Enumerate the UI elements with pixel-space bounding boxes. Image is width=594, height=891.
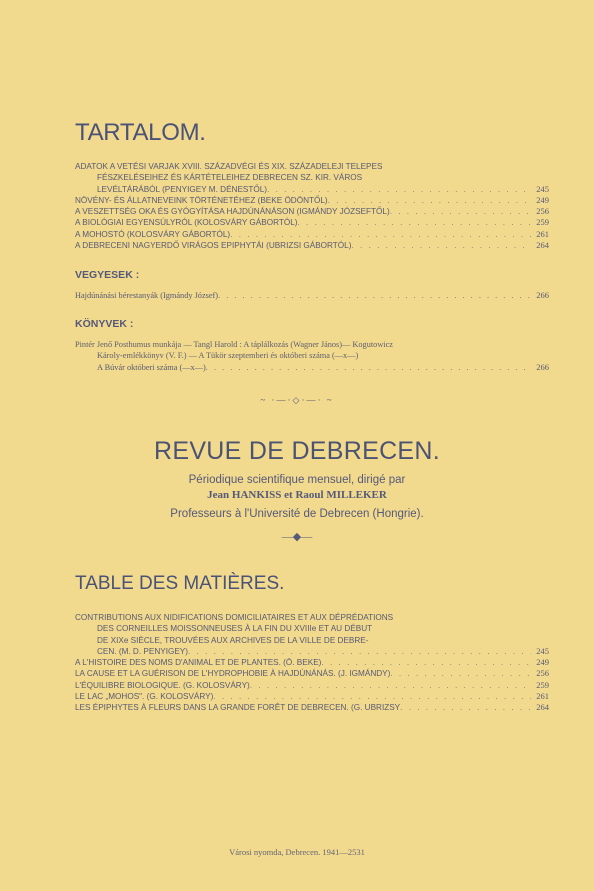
revue-editors: Jean HANKISS et Raoul MILLEKER	[207, 489, 387, 501]
toc-entry-line: NÖVÉNY- ÉS ÁLLATNEVEINK TÖRTÉNETÉHEZ (BEKE ÖDÖNTŐL)	[75, 195, 328, 205]
leader-dots	[267, 184, 531, 195]
toc-entry	[75, 290, 549, 301]
leader-dots	[321, 657, 531, 668]
toc-entry-line: A BIOLÓGIAI EGYENSÚLYRÓL (KOLOSVÁRY GÁBORTÓL)	[75, 218, 298, 228]
tartalom-list	[75, 161, 549, 251]
toc-entry	[75, 702, 549, 713]
table-list	[75, 612, 549, 714]
toc-entry	[75, 195, 549, 206]
toc-entry-line: ADATOK A VETÉSI VARJAK XVIII. SZÁZADVÉGI ÉS XIX. SZÁZADELEJI TELEPES	[75, 162, 383, 171]
tartalom-heading: TARTALOM.	[75, 119, 206, 146]
vegyesek-list	[75, 290, 549, 301]
toc-entry-line: DE XIXe SIÈCLE, TROUVÉES AUX ARCHIVES DE LA VILLE DE DEBRE-	[97, 635, 369, 645]
ornament-divider: —◆—	[281, 531, 313, 543]
page-number: 249	[536, 657, 549, 668]
toc-entry-line: Hajdúnánási bérestanyák (Igmándy József)	[75, 291, 219, 300]
toc-entry-line: L'ÉQUILIBRE BIOLOGIQUE. (G. KOLOSVÁRY)	[75, 680, 250, 690]
page-number: 266	[536, 361, 549, 372]
toc-entry	[75, 206, 549, 217]
table-heading: TABLE DES MATIÈRES.	[75, 573, 285, 594]
toc-entry-line: LEVÉLTÁRÁBÓL (PENYIGEY M. DÉNESTŐL)	[97, 184, 268, 194]
leader-dots	[351, 240, 531, 251]
toc-entry	[75, 240, 549, 251]
vegyesek-heading: VEGYESEK :	[75, 269, 140, 281]
toc-entry-line: FÉSZKELÉSEIHEZ ÉS KÁRTÉTELEIHEZ DEBRECEN SZ. KIR. VÁROS	[97, 173, 363, 183]
leader-dots	[188, 646, 531, 657]
leader-dots	[298, 217, 532, 228]
toc-entry-line: CONTRIBUTIONS AUX NIDIFICATIONS DOMICILIATAIRES ET AUX DÉPRÉDATIONS	[75, 613, 394, 622]
leader-dots	[206, 362, 531, 373]
toc-entry-line: A MOHOSTÓ (KOLOSVÁRY GÁBORTÓL)	[75, 229, 231, 239]
konyvek-line: Pintér Jenő Posthumus munkája — Tangl Harold : A táplálkozás (Wagner János)— Kogutowicz	[75, 340, 393, 349]
toc-entry-line: LE LAC „MOHOS". (G. KOLOSVÁRY)	[75, 692, 214, 702]
toc-entry	[75, 229, 549, 240]
page-number: 249	[536, 194, 549, 205]
page-number: 264	[536, 702, 549, 713]
page-number: 264	[536, 240, 549, 251]
page-number: 261	[536, 228, 549, 239]
konyvek-line: Károly-emlékkönyv (V. F.) — A Tükör szeptemberi és októberi száma (—x—)	[97, 351, 359, 361]
toc-entry	[75, 668, 549, 679]
page-number: 245	[536, 183, 549, 194]
leader-dots	[390, 668, 531, 679]
page-number: 266	[536, 290, 549, 300]
toc-entry-line: LES ÉPIPHYTES À FLEURS DANS LA GRANDE FORÊT DE DEBRECEN. (G. UBRIZSY	[75, 703, 401, 713]
leader-dots	[230, 229, 531, 240]
leader-dots	[218, 290, 531, 301]
toc-entry-line: CEN. (M. D. PENYIGEY)	[97, 646, 188, 656]
toc-entry	[75, 657, 549, 668]
page-number: 245	[536, 645, 549, 656]
leader-dots	[400, 702, 531, 713]
toc-entry-line: LA CAUSE ET LA GUÉRISON DE L'HYDROPHOBIE À HAJDÚNÁNÁS. (J. IGMÁNDY)	[75, 669, 391, 679]
page-number: 261	[536, 691, 549, 702]
page-number: 256	[536, 668, 549, 679]
ornament-divider: ~ ·—·◇·—· ~	[260, 395, 334, 405]
toc-entry	[75, 680, 549, 691]
page-number: 256	[536, 206, 549, 217]
toc-entry	[75, 217, 549, 228]
revue-affiliation: Professeurs à l'Université de Debrecen (Hongrie).	[170, 508, 424, 520]
toc-entry	[75, 612, 549, 657]
konyvek-line: A Búvár októberi száma (—x—)	[97, 362, 206, 372]
page-number: 259	[536, 217, 549, 228]
leader-dots	[213, 691, 531, 702]
printer-imprint: Városi nyomda, Debrecen. 1941—2531	[229, 847, 365, 857]
konyvek-heading: KÖNYVEK :	[75, 318, 134, 330]
toc-entry	[75, 161, 549, 195]
page-number: 259	[536, 679, 549, 690]
toc-entry-line: A VESZETTSÉG OKA ÉS GYÓGYÍTÁSA HAJDÚNÁNÁSON (IGMÁNDY JÓZSEFTŐL)	[75, 207, 390, 217]
revue-title: REVUE DE DEBRECEN.	[153, 437, 440, 465]
toc-entry-line: A DEBRECENI NAGYERDŐ VIRÁGOS EPIPHYTÁI (UBRIZSI GÁBORTÓL)	[75, 241, 352, 251]
leader-dots	[328, 195, 531, 206]
konyvek-list	[75, 339, 549, 373]
leader-dots	[390, 206, 531, 217]
revue-description: Périodique scientifique mensuel, dirigé par	[188, 474, 406, 486]
toc-entry	[75, 691, 549, 702]
leader-dots	[250, 680, 531, 691]
toc-entry-line: A L'HISTOIRE DES NOMS D'ANIMAL ET DE PLANTES. (Ö. BEKE)	[75, 658, 322, 668]
toc-entry-line: DES CORNEILLES MOISSONNEUSES À LA FIN DU XVIIIe ET AU DÉBUT	[97, 624, 373, 634]
